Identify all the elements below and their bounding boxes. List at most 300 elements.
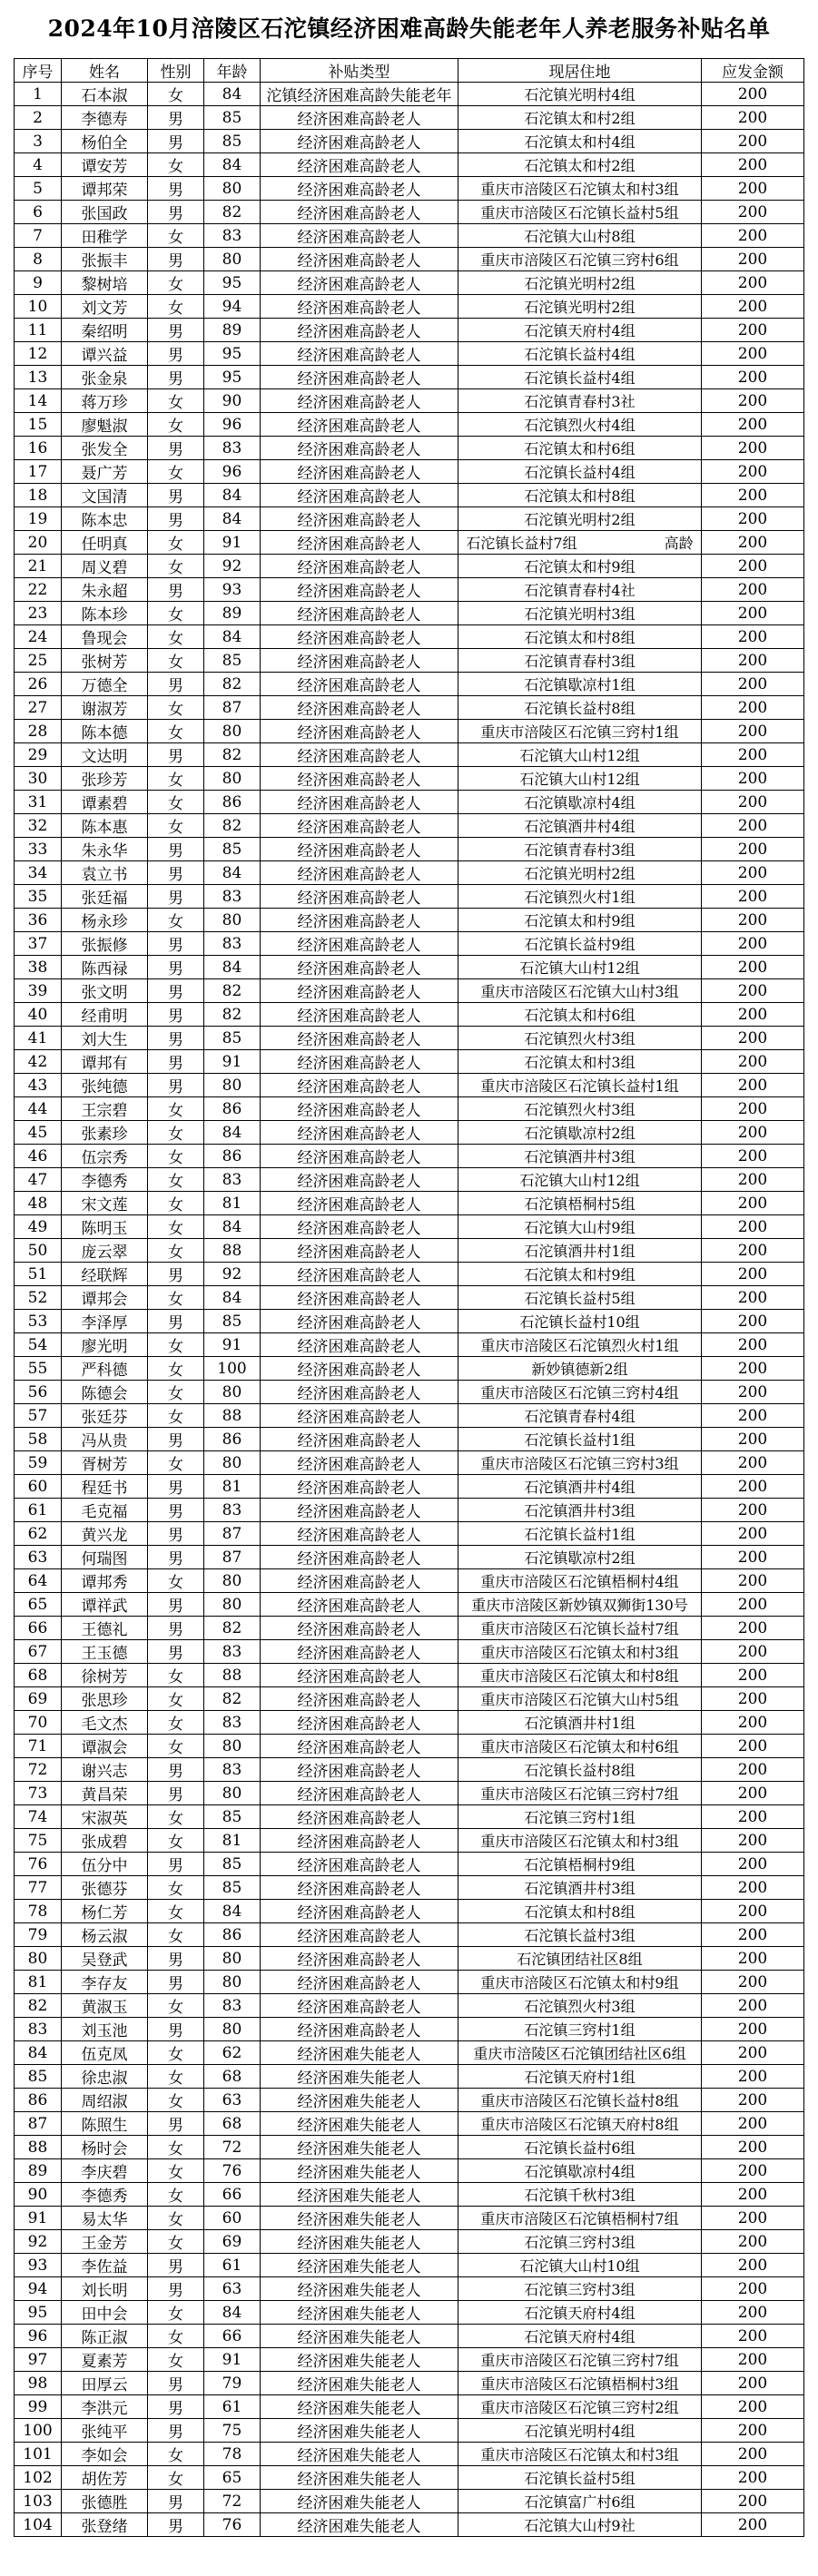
cell-amount: 200 xyxy=(702,1735,804,1758)
cell-address: 石沱镇天府村4组 xyxy=(458,319,702,342)
cell-subsidy-type: 经济困难高龄老人 xyxy=(261,1499,458,1522)
cell-address: 新妙镇德新2组 xyxy=(458,1357,702,1381)
table-row xyxy=(15,1333,804,1357)
cell-amount: 200 xyxy=(702,1522,804,1546)
cell-amount: 200 xyxy=(702,2207,804,2230)
table-row xyxy=(15,1074,804,1097)
cell-address: 石沱镇长益村3组 xyxy=(458,1923,702,1947)
cell-index: 41 xyxy=(15,1027,62,1050)
cell-subsidy-type: 经济困难高龄老人 xyxy=(261,625,458,649)
table-row xyxy=(15,861,804,885)
cell-address: 石沱镇大山村9组 xyxy=(458,1215,702,1239)
cell-amount: 200 xyxy=(702,720,804,743)
cell-amount: 200 xyxy=(702,2112,804,2136)
cell-name: 张国政 xyxy=(62,201,148,224)
cell-subsidy-type: 经济困难高龄老人 xyxy=(261,389,458,413)
cell-index: 57 xyxy=(15,1404,62,1428)
cell-age: 85 xyxy=(204,838,261,861)
cell-name: 陈本德 xyxy=(62,720,148,743)
cell-sex: 女 xyxy=(148,2041,204,2065)
table-row xyxy=(15,625,804,649)
table-row xyxy=(15,1027,804,1050)
cell-amount: 200 xyxy=(702,743,804,767)
cell-age: 83 xyxy=(204,885,261,909)
cell-sex: 男 xyxy=(148,248,204,271)
cell-subsidy-type: 经济困难高龄老人 xyxy=(261,1381,458,1404)
cell-sex: 男 xyxy=(148,2419,204,2443)
cell-address: 石沱镇光明村3组 xyxy=(458,602,702,625)
cell-subsidy-type: 经济困难高龄老人 xyxy=(261,248,458,271)
cell-address: 石沱镇青春村3组 xyxy=(458,838,702,861)
cell-index: 100 xyxy=(15,2419,62,2443)
cell-subsidy-type: 经济困难高龄老人 xyxy=(261,555,458,578)
cell-sex: 女 xyxy=(148,1569,204,1593)
cell-amount: 200 xyxy=(702,295,804,319)
cell-name: 袁立书 xyxy=(62,861,148,885)
cell-address: 石沱镇长益村4组 xyxy=(458,366,702,389)
table-row xyxy=(15,1428,804,1451)
cell-sex: 女 xyxy=(148,389,204,413)
table-row xyxy=(15,1994,804,2018)
cell-name: 谭邦有 xyxy=(62,1050,148,1074)
cell-index: 30 xyxy=(15,767,62,791)
cell-amount: 200 xyxy=(702,625,804,649)
cell-index: 2 xyxy=(15,106,62,130)
table-row xyxy=(15,2513,804,2537)
cell-name: 伍分中 xyxy=(62,1853,148,1876)
cell-index: 80 xyxy=(15,1947,62,1971)
table-row xyxy=(15,484,804,507)
cell-address: 石沱镇光明村4组 xyxy=(458,2419,702,2443)
cell-amount: 200 xyxy=(702,1451,804,1475)
cell-age: 80 xyxy=(204,1971,261,1994)
cell-amount: 200 xyxy=(702,2325,804,2348)
table-row xyxy=(15,531,804,555)
table-row xyxy=(15,153,804,177)
cell-name: 张登绪 xyxy=(62,2513,148,2537)
cell-index: 35 xyxy=(15,885,62,909)
table-row xyxy=(15,1782,804,1805)
cell-amount: 200 xyxy=(702,2490,804,2513)
cell-address: 重庆市涪陵区石沱镇梧桐村3组 xyxy=(458,2372,702,2395)
cell-address: 石沱镇烈火村4组 xyxy=(458,413,702,437)
cell-subsidy-type: 经济困难高龄老人 xyxy=(261,319,458,342)
cell-index: 97 xyxy=(15,2348,62,2372)
cell-name: 谭安芳 xyxy=(62,153,148,177)
cell-index: 29 xyxy=(15,743,62,767)
cell-subsidy-type: 经济困难高龄老人 xyxy=(261,271,458,295)
cell-amount: 200 xyxy=(702,106,804,130)
cell-address: 石沱镇梧桐村5组 xyxy=(458,1192,702,1215)
cell-amount: 200 xyxy=(702,389,804,413)
cell-sex: 女 xyxy=(148,767,204,791)
header-index: 序号 xyxy=(15,59,62,83)
cell-sex: 女 xyxy=(148,2159,204,2183)
cell-sex: 女 xyxy=(148,791,204,814)
cell-subsidy-type: 经济困难高龄老人 xyxy=(261,720,458,743)
cell-age: 85 xyxy=(204,130,261,153)
cell-amount: 200 xyxy=(702,2443,804,2466)
cell-index: 81 xyxy=(15,1971,62,1994)
cell-subsidy-type: 经济困难高龄老人 xyxy=(261,130,458,153)
cell-age: 80 xyxy=(204,177,261,201)
table-row xyxy=(15,1687,804,1711)
table-row xyxy=(15,1404,804,1428)
cell-sex: 女 xyxy=(148,271,204,295)
cell-name: 张廷芬 xyxy=(62,1404,148,1428)
cell-address: 石沱镇光明村2组 xyxy=(458,295,702,319)
table-row xyxy=(15,2466,804,2490)
cell-name: 李存友 xyxy=(62,1971,148,1994)
cell-index: 89 xyxy=(15,2159,62,2183)
cell-age: 83 xyxy=(204,224,261,248)
cell-subsidy-type: 经济困难高龄老人 xyxy=(261,1569,458,1593)
cell-index: 11 xyxy=(15,319,62,342)
cell-name: 杨伯全 xyxy=(62,130,148,153)
cell-sex: 女 xyxy=(148,1664,204,1687)
cell-index: 15 xyxy=(15,413,62,437)
cell-sex: 男 xyxy=(148,578,204,602)
cell-subsidy-type: 经济困难高龄老人 xyxy=(261,1027,458,1050)
table-row xyxy=(15,177,804,201)
table-row xyxy=(15,1215,804,1239)
cell-sex: 女 xyxy=(148,909,204,932)
cell-amount: 200 xyxy=(702,1475,804,1499)
cell-name: 张树芳 xyxy=(62,649,148,673)
table-row xyxy=(15,389,804,413)
cell-name: 张素珍 xyxy=(62,1121,148,1145)
cell-sex: 女 xyxy=(148,83,204,106)
cell-index: 32 xyxy=(15,814,62,838)
cell-sex: 男 xyxy=(148,1853,204,1876)
cell-name: 谭邦荣 xyxy=(62,177,148,201)
cell-age: 96 xyxy=(204,460,261,484)
cell-subsidy-type: 经济困难高龄老人 xyxy=(261,1664,458,1687)
cell-name: 谢兴志 xyxy=(62,1758,148,1782)
cell-sex: 男 xyxy=(148,861,204,885)
cell-sex: 女 xyxy=(148,2183,204,2207)
cell-sex: 女 xyxy=(148,1145,204,1168)
cell-index: 45 xyxy=(15,1121,62,1145)
cell-address: 石沱镇酒井村1组 xyxy=(458,1711,702,1735)
cell-age: 80 xyxy=(204,1381,261,1404)
cell-index: 24 xyxy=(15,625,62,649)
table-row xyxy=(15,1735,804,1758)
table-row xyxy=(15,248,804,271)
cell-amount: 200 xyxy=(702,1829,804,1853)
cell-subsidy-type: 经济困难失能老人 xyxy=(261,2513,458,2537)
cell-address: 石沱镇长益村4组 xyxy=(458,342,702,366)
cell-age: 82 xyxy=(204,814,261,838)
cell-name: 谭素碧 xyxy=(62,791,148,814)
cell-sex: 女 xyxy=(148,2466,204,2490)
cell-name: 张廷福 xyxy=(62,885,148,909)
cell-amount: 200 xyxy=(702,1617,804,1640)
table-row xyxy=(15,2136,804,2159)
header-sex: 性别 xyxy=(148,59,204,83)
cell-age: 87 xyxy=(204,696,261,720)
cell-amount: 200 xyxy=(702,1074,804,1097)
cell-sex: 女 xyxy=(148,2136,204,2159)
cell-index: 6 xyxy=(15,201,62,224)
table-row xyxy=(15,295,804,319)
cell-amount: 200 xyxy=(702,1499,804,1522)
cell-index: 28 xyxy=(15,720,62,743)
cell-address: 重庆市涪陵区新妙镇双狮街130号 xyxy=(458,1593,702,1617)
table-row xyxy=(15,2065,804,2089)
table-row xyxy=(15,2183,804,2207)
cell-amount: 200 xyxy=(702,578,804,602)
cell-sex: 男 xyxy=(148,932,204,956)
cell-subsidy-type: 经济困难失能老人 xyxy=(261,2490,458,2513)
cell-index: 48 xyxy=(15,1192,62,1215)
cell-subsidy-type: 经济困难失能老人 xyxy=(261,2207,458,2230)
table-row xyxy=(15,932,804,956)
cell-amount: 200 xyxy=(702,2395,804,2419)
cell-age: 80 xyxy=(204,909,261,932)
cell-amount: 200 xyxy=(702,909,804,932)
cell-name: 张纯德 xyxy=(62,1074,148,1097)
cell-subsidy-type: 经济困难高龄老人 xyxy=(261,1971,458,1994)
cell-subsidy-type: 经济困难高龄老人 xyxy=(261,366,458,389)
cell-age: 95 xyxy=(204,342,261,366)
cell-sex: 女 xyxy=(148,2065,204,2089)
cell-address: 石沱镇光明村2组 xyxy=(458,271,702,295)
cell-sex: 女 xyxy=(148,2207,204,2230)
cell-age: 80 xyxy=(204,1735,261,1758)
table-row xyxy=(15,885,804,909)
cell-amount: 200 xyxy=(702,932,804,956)
cell-subsidy-type: 经济困难高龄老人 xyxy=(261,484,458,507)
table-row xyxy=(15,767,804,791)
cell-amount: 200 xyxy=(702,2136,804,2159)
cell-name: 张纯平 xyxy=(62,2419,148,2443)
cell-name: 朱永超 xyxy=(62,578,148,602)
cell-index: 13 xyxy=(15,366,62,389)
cell-index: 46 xyxy=(15,1145,62,1168)
cell-name: 经联辉 xyxy=(62,1263,148,1286)
cell-age: 80 xyxy=(204,1782,261,1805)
cell-subsidy-type: 经济困难高龄老人 xyxy=(261,1074,458,1097)
cell-index: 99 xyxy=(15,2395,62,2419)
cell-age: 84 xyxy=(204,861,261,885)
table-row xyxy=(15,673,804,696)
cell-name: 朱永华 xyxy=(62,838,148,861)
table-row xyxy=(15,1923,804,1947)
cell-subsidy-type: 经济困难失能老人 xyxy=(261,2159,458,2183)
cell-name: 陈正淑 xyxy=(62,2325,148,2348)
cell-subsidy-type: 经济困难高龄老人 xyxy=(261,1003,458,1027)
cell-name: 任明真 xyxy=(62,531,148,555)
cell-subsidy-type: 经济困难高龄老人 xyxy=(261,1546,458,1569)
cell-amount: 200 xyxy=(702,531,804,555)
cell-age: 83 xyxy=(204,1758,261,1782)
cell-subsidy-type: 经济困难高龄老人 xyxy=(261,673,458,696)
cell-name: 谭邦秀 xyxy=(62,1569,148,1593)
cell-subsidy-type: 经济困难高龄老人 xyxy=(261,1805,458,1829)
cell-amount: 200 xyxy=(702,814,804,838)
cell-name: 何瑞图 xyxy=(62,1546,148,1569)
cell-name: 刘玉池 xyxy=(62,2018,148,2041)
cell-index: 36 xyxy=(15,909,62,932)
cell-age: 85 xyxy=(204,1805,261,1829)
cell-sex: 男 xyxy=(148,437,204,460)
cell-address: 重庆市涪陵区石沱镇天府村8组 xyxy=(458,2112,702,2136)
table-row xyxy=(15,838,804,861)
cell-name: 张德芬 xyxy=(62,1876,148,1900)
cell-address: 石沱镇太和村8组 xyxy=(458,484,702,507)
cell-sex: 女 xyxy=(148,1192,204,1215)
cell-address: 石沱镇长益村1组 xyxy=(458,1522,702,1546)
cell-subsidy-type: 经济困难高龄老人 xyxy=(261,1097,458,1121)
cell-name: 文国清 xyxy=(62,484,148,507)
cell-index: 98 xyxy=(15,2372,62,2395)
cell-sex: 男 xyxy=(148,342,204,366)
cell-age: 83 xyxy=(204,932,261,956)
cell-age: 63 xyxy=(204,2277,261,2301)
table-row xyxy=(15,791,804,814)
cell-address: 石沱镇太和村8组 xyxy=(458,1900,702,1923)
cell-address: 石沱镇太和村4组 xyxy=(458,130,702,153)
cell-age: 85 xyxy=(204,1027,261,1050)
cell-amount: 200 xyxy=(702,2159,804,2183)
cell-age: 76 xyxy=(204,2513,261,2537)
cell-age: 83 xyxy=(204,1711,261,1735)
cell-sex: 男 xyxy=(148,1475,204,1499)
table-row xyxy=(15,1829,804,1853)
cell-subsidy-type: 经济困难失能老人 xyxy=(261,2183,458,2207)
table-header-row xyxy=(15,59,804,83)
cell-subsidy-type: 经济困难高龄老人 xyxy=(261,1168,458,1192)
cell-name: 周绍淑 xyxy=(62,2089,148,2112)
cell-age: 69 xyxy=(204,2230,261,2254)
cell-index: 64 xyxy=(15,1569,62,1593)
table-row xyxy=(15,1640,804,1664)
cell-index: 19 xyxy=(15,507,62,531)
cell-sex: 男 xyxy=(148,1003,204,1027)
cell-amount: 200 xyxy=(702,201,804,224)
cell-age: 82 xyxy=(204,1687,261,1711)
cell-sex: 女 xyxy=(148,1168,204,1192)
cell-name: 伍宗秀 xyxy=(62,1145,148,1168)
cell-name: 谭祥武 xyxy=(62,1593,148,1617)
cell-age: 90 xyxy=(204,389,261,413)
cell-subsidy-type: 经济困难高龄老人 xyxy=(261,201,458,224)
cell-amount: 200 xyxy=(702,1546,804,1569)
cell-address: 石沱镇酒井村3组 xyxy=(458,1145,702,1168)
cell-sex: 男 xyxy=(148,2112,204,2136)
cell-sex: 男 xyxy=(148,366,204,389)
table-row xyxy=(15,130,804,153)
cell-amount: 200 xyxy=(702,1640,804,1664)
cell-name: 宋淑英 xyxy=(62,1805,148,1829)
cell-address: 石沱镇长益村7组 高龄 xyxy=(458,531,702,555)
cell-name: 王玉德 xyxy=(62,1640,148,1664)
table-row xyxy=(15,366,804,389)
cell-index: 83 xyxy=(15,2018,62,2041)
cell-index: 94 xyxy=(15,2277,62,2301)
cell-index: 90 xyxy=(15,2183,62,2207)
cell-address: 石沱镇千秋村3组 xyxy=(458,2183,702,2207)
cell-age: 88 xyxy=(204,1404,261,1428)
cell-address: 石沱镇歇凉村2组 xyxy=(458,1546,702,1569)
cell-sex: 男 xyxy=(148,484,204,507)
table-row xyxy=(15,1947,804,1971)
cell-amount: 200 xyxy=(702,153,804,177)
cell-name: 张德胜 xyxy=(62,2490,148,2513)
cell-sex: 男 xyxy=(148,1050,204,1074)
cell-name: 黄昌荣 xyxy=(62,1782,148,1805)
cell-name: 刘大生 xyxy=(62,1027,148,1050)
cell-amount: 200 xyxy=(702,1687,804,1711)
cell-age: 84 xyxy=(204,1900,261,1923)
cell-amount: 200 xyxy=(702,2183,804,2207)
table-row xyxy=(15,2089,804,2112)
table-row xyxy=(15,1286,804,1310)
cell-age: 83 xyxy=(204,437,261,460)
table-row xyxy=(15,649,804,673)
cell-sex: 男 xyxy=(148,743,204,767)
cell-address: 石沱镇富广村6组 xyxy=(458,2490,702,2513)
table-row xyxy=(15,1546,804,1569)
cell-age: 80 xyxy=(204,2018,261,2041)
cell-amount: 200 xyxy=(702,1121,804,1145)
cell-age: 78 xyxy=(204,2443,261,2466)
cell-age: 91 xyxy=(204,2348,261,2372)
cell-age: 82 xyxy=(204,743,261,767)
cell-index: 73 xyxy=(15,1782,62,1805)
cell-address: 石沱镇长益村8组 xyxy=(458,1758,702,1782)
cell-sex: 男 xyxy=(148,177,204,201)
cell-amount: 200 xyxy=(702,767,804,791)
cell-sex: 女 xyxy=(148,224,204,248)
cell-address: 石沱镇太和村2组 xyxy=(458,153,702,177)
cell-name: 谭兴益 xyxy=(62,342,148,366)
cell-name: 陈照生 xyxy=(62,2112,148,2136)
cell-address: 重庆市涪陵区石沱镇烈火村1组 xyxy=(458,1333,702,1357)
cell-age: 86 xyxy=(204,791,261,814)
cell-subsidy-type: 经济困难高龄老人 xyxy=(261,507,458,531)
cell-address: 石沱镇光明村2组 xyxy=(458,507,702,531)
table-row xyxy=(15,1121,804,1145)
cell-address: 石沱镇大山村10组 xyxy=(458,2254,702,2277)
cell-index: 86 xyxy=(15,2089,62,2112)
cell-index: 1 xyxy=(15,83,62,106)
cell-name: 陈西禄 xyxy=(62,956,148,979)
cell-index: 18 xyxy=(15,484,62,507)
cell-age: 95 xyxy=(204,271,261,295)
table-row xyxy=(15,413,804,437)
table-row xyxy=(15,1357,804,1381)
cell-name: 李佐益 xyxy=(62,2254,148,2277)
cell-subsidy-type: 经济困难高龄老人 xyxy=(261,649,458,673)
cell-amount: 200 xyxy=(702,130,804,153)
cell-name: 张文明 xyxy=(62,979,148,1003)
cell-sex: 男 xyxy=(148,2372,204,2395)
cell-name: 吴登武 xyxy=(62,1947,148,1971)
cell-amount: 200 xyxy=(702,2348,804,2372)
cell-index: 25 xyxy=(15,649,62,673)
cell-subsidy-type: 经济困难高龄老人 xyxy=(261,1357,458,1381)
table-row xyxy=(15,2254,804,2277)
cell-age: 85 xyxy=(204,649,261,673)
cell-sex: 男 xyxy=(148,201,204,224)
cell-index: 74 xyxy=(15,1805,62,1829)
cell-age: 82 xyxy=(204,979,261,1003)
table-row xyxy=(15,2112,804,2136)
cell-address: 石沱镇太和村8组 xyxy=(458,625,702,649)
cell-sex: 男 xyxy=(148,106,204,130)
